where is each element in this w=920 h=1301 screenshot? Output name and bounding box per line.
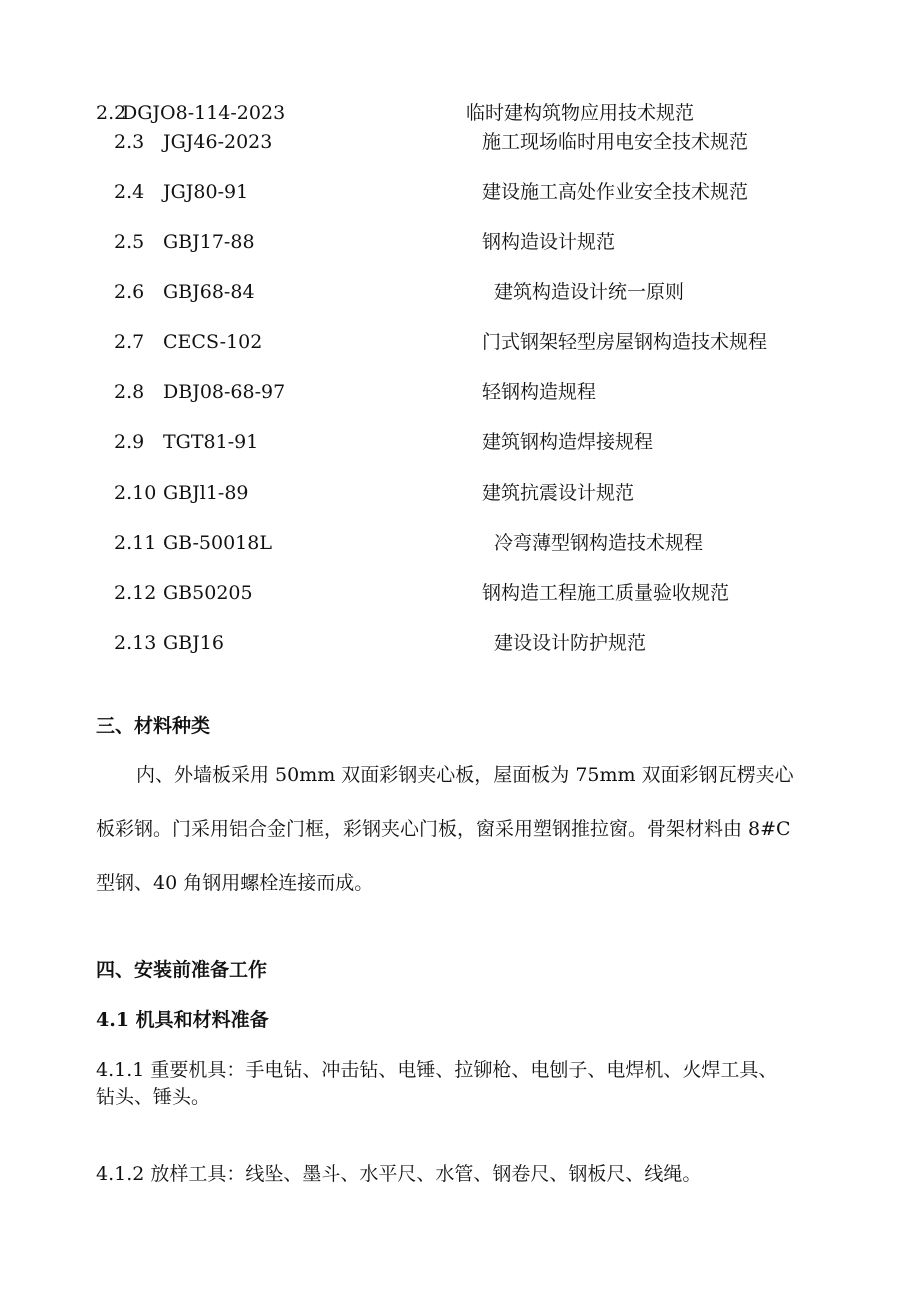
- standard-title: 临时建构筑物应用技术规范: [466, 102, 695, 124]
- standard-code: GBJ68-84: [163, 281, 255, 303]
- standard-number: 2.5: [114, 231, 145, 253]
- paragraph-line: 内、外墙板采用 50mm 双面彩钢夹心板，屋面板为 75mm 双面彩钢瓦楞夹心: [136, 764, 794, 786]
- standard-title: 施工现场临时用电安全技术规范: [482, 131, 749, 153]
- standard-title: 建设施工高处作业安全技术规范: [482, 181, 749, 203]
- standard-title: 钢构造工程施工质量验收规范: [482, 582, 730, 604]
- standard-code: JGJ46-2023: [163, 131, 273, 153]
- standard-code: DGJO8-114-2023: [122, 102, 286, 124]
- standard-code: GBJl1-89: [163, 482, 249, 504]
- standard-code: CECS-102: [163, 331, 263, 353]
- standard-title: 冷弯薄型钢构造技术规程: [494, 532, 704, 554]
- standard-number: 2.10: [114, 482, 157, 504]
- standard-number: 2.8: [114, 381, 145, 403]
- standard-title: 钢构造设计规范: [482, 231, 616, 253]
- paragraph-line: 型钢、40 角钢用螺栓连接而成。: [96, 872, 374, 894]
- standard-number: 2.4: [114, 181, 145, 203]
- standard-code: GB50205: [163, 582, 253, 604]
- standard-number: 2.9: [114, 431, 145, 453]
- standard-number: 2.6: [114, 281, 145, 303]
- section-heading-preparation: 四、安装前准备工作: [96, 959, 268, 981]
- standard-number: 2.3: [114, 131, 145, 153]
- standard-number: 2.2: [96, 102, 127, 124]
- standard-title: 门式钢架轻型房屋钢构造技术规程: [482, 331, 768, 353]
- standard-number: 2.7: [114, 331, 145, 353]
- standard-title: 建筑抗震设计规范: [482, 482, 635, 504]
- layout-tools-paragraph: 4.1.2 放样工具：线坠、墨斗、水平尺、水管、钢卷尺、钢板尺、线绳。: [96, 1163, 702, 1185]
- standard-code: TGT81-91: [163, 431, 259, 453]
- paragraph-line: 板彩钢。门采用铝合金门框，彩钢夹心门板，窗采用塑钢推拉窗。骨架材料由 8#C: [96, 818, 791, 840]
- paragraph-line: 钻头、锤头。: [96, 1086, 211, 1108]
- subsection-heading-tools: 4.1 机具和材料准备: [96, 1009, 269, 1031]
- standard-number: 2.12: [114, 582, 157, 604]
- paragraph-line: 4.1.1 重要机具：手电钻、冲击钻、电锤、拉铆枪、电刨子、电焊机、火焊工具、: [96, 1059, 778, 1081]
- standard-code: JGJ80-91: [163, 181, 249, 203]
- standard-title: 建设设计防护规范: [494, 632, 647, 654]
- standard-code: GBJ17-88: [163, 231, 255, 253]
- standard-code: DBJ08-68-97: [163, 381, 286, 403]
- standard-number: 2.11: [114, 532, 157, 554]
- standard-title: 建筑钢构造焊接规程: [482, 431, 654, 453]
- standard-title: 轻钢构造规程: [482, 381, 597, 403]
- standard-number: 2.13: [114, 632, 157, 654]
- section-heading-materials: 三、材料种类: [96, 715, 211, 737]
- standard-code: GBJ16: [163, 632, 224, 654]
- standard-title: 建筑构造设计统一原则: [494, 281, 685, 303]
- standard-code: GB-50018L: [163, 532, 272, 554]
